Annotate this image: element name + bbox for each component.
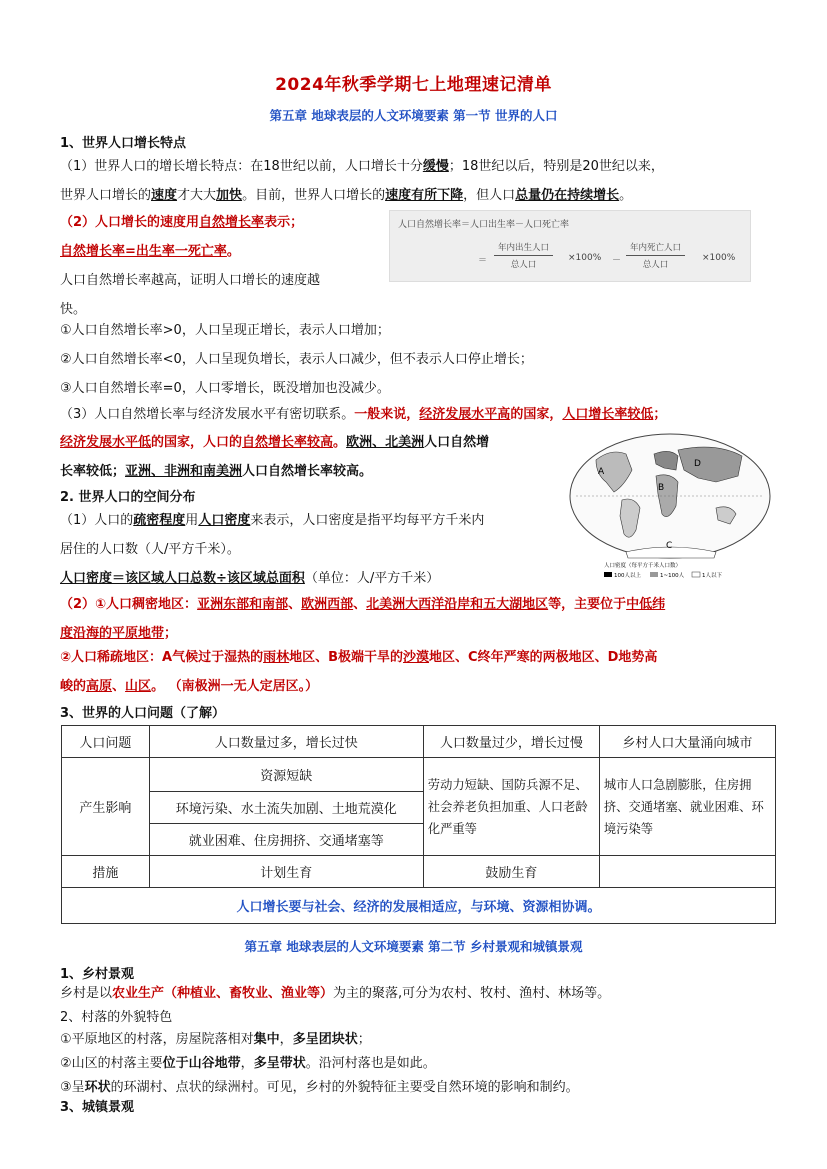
table-cell: 计划生育	[149, 856, 423, 888]
population-problems-table	[61, 725, 776, 924]
heading-population-growth: 1、世界人口增长特点	[60, 136, 187, 151]
table-cell	[599, 856, 775, 888]
page-title: 2024年秋季学期七上地理速记清单	[275, 75, 552, 95]
table-cell: 城市人口急剧膨胀，住房拥挤、交通堵塞、就业困难、环境污染等	[599, 758, 775, 856]
paragraph-dense-regions: （2）①人口稠密地区：亚洲东部和南部、欧洲西部、北美洲大西洋沿岸和五大湖地区等，主要位于中低纬 度沿海的平原地带；	[60, 597, 666, 641]
heading-spatial-distribution: 2. 世界人口的空间分布	[60, 490, 196, 505]
paragraph-economy-link: （3）人口自然增长率与经济发展水平有密切联系。一般来说，经济发展水平高的国家，人口增长率较低；	[60, 407, 667, 422]
list-item: ①人口自然增长率>0，人口呈现正增长，表示人口增加；	[60, 323, 390, 338]
legend-dense: 100人以上	[614, 573, 641, 579]
paragraph-growth-features: （1）世界人口的增长增长特点：在18世纪以前，人口增长十分缓慢；18世纪以后，特别是20世纪以来， 世界人口增长的速度才大大加快。目前，世界人口增长的速度有所下降，但人口总量仍在持续增长。	[60, 159, 664, 203]
table-cell: 资源短缺	[149, 758, 423, 792]
chapter-subtitle-1: 第五章 地球表层的人文环境要素 第一节 世界的人口	[269, 108, 558, 123]
map-label-d: D	[694, 459, 701, 469]
table-row	[62, 758, 776, 792]
heading-village-features: 2、村落的外貌特色	[60, 1010, 173, 1025]
table-cell: 鼓励生育	[423, 856, 599, 888]
table-header-cell: 乡村人口大量涌向城市	[599, 726, 775, 758]
map-caption: 人口密度（每平方千米人口数）	[604, 563, 682, 569]
table-cell: 环境污染、水土流失加剧、土地荒漠化	[149, 792, 423, 824]
paragraph-natural-growth: （2）人口增长的速度用自然增长率表示； 自然增长率=出生率一死亡率。 人口自然增长率越高，证明人口增长的速度越 快。	[60, 215, 321, 317]
table-row	[62, 726, 776, 758]
village-features-list	[60, 1028, 772, 1100]
map-label-c: C	[666, 541, 673, 551]
heading-population-problems: 3、世界的人口问题（了解）	[60, 706, 226, 721]
table-header-cell: 人口数量过少，增长过慢	[423, 726, 599, 758]
table-row	[62, 888, 776, 924]
legend-swatch-sparse	[692, 572, 700, 577]
map-label-b: B	[658, 483, 665, 493]
list-item: ③呈环状的环湖村、点状的绿洲村。可见，乡村的外貌特征主要受自然环境的影响和制约。	[60, 1080, 579, 1095]
legend-medium: 1~100人	[660, 573, 685, 579]
table-cell: 劳动力短缺、国防兵源不足、社会养老负担加重、人口老龄化严重等	[423, 758, 599, 856]
list-item: ②人口自然增长率<0，人口呈现负增长，表示人口减少，但不表示人口停止增长；	[60, 352, 533, 367]
table-cell: 就业困难、住房拥挤、交通堵塞等	[149, 824, 423, 856]
list-item: ②山区的村落主要位于山谷地带，多呈带状。沿河村落也是如此。	[60, 1056, 436, 1071]
heading-rural-landscape: 1、乡村景观	[60, 967, 135, 982]
growth-rate-list	[60, 316, 772, 403]
legend-swatch-medium	[650, 572, 658, 577]
chapter-subtitle-2: 第五章 地球表层的人文环境要素 第二节 乡村景观和城镇景观	[244, 939, 583, 954]
heading-urban-landscape: 3、城镇景观	[60, 1100, 135, 1115]
paragraph-sparse-regions: ②人口稀疏地区：A气候过于湿热的雨林地区、B极端干旱的沙漠地区、C终年严寒的两极地区、D地势高 峻的高原、山区。 （南极洲一无人定居区。）	[60, 650, 658, 694]
table-header-cell: 人口问题	[62, 726, 150, 758]
paragraph-rural: 乡村是以农业生产（种植业、畜牧业、渔业等）为主的聚落,可分为农村、牧村、渔村、林场等。	[60, 986, 611, 1001]
table-cell: 措施	[62, 856, 150, 888]
table-header-cell: 人口数量过多，增长过快	[149, 726, 423, 758]
map-label-a: A	[598, 467, 605, 477]
natural-growth-formula-image: 人口自然增长率＝人口出生率－人口死亡率 ＝ 年内出生人口 总人口 ×100% － 年内死亡人口 总人口 ×100%	[389, 210, 751, 282]
list-item: ①平原地区的村落，房屋院落相对集中，多呈团块状；	[60, 1032, 371, 1047]
table-row	[62, 856, 776, 888]
table-cell: 产生影响	[62, 758, 150, 856]
table-footer-cell: 人口增长要与社会、经济的发展相适应，与环境、资源相协调。	[62, 888, 776, 924]
paragraph-economy-link-2: 经济发展水平低的国家，人口的自然增长率较高。欧洲、北美洲人口自然增 长率较低；亚洲、非洲和南美洲人口自然增长率较高。	[60, 435, 490, 479]
list-item: ③人口自然增长率=0，人口零增长，既没增加也没减少。	[60, 381, 390, 396]
paragraph-density: （1）人口的疏密程度用人口密度来表示，人口密度是指平均每平方千米内 居住的人口数（人/平方千米）。 人口密度＝该区域人口总数÷该区域总面积（单位：人/平方千米）	[60, 513, 485, 586]
legend-swatch-dense	[604, 572, 612, 577]
world-population-density-map	[566, 430, 774, 582]
legend-sparse: 1人以下	[702, 573, 722, 579]
